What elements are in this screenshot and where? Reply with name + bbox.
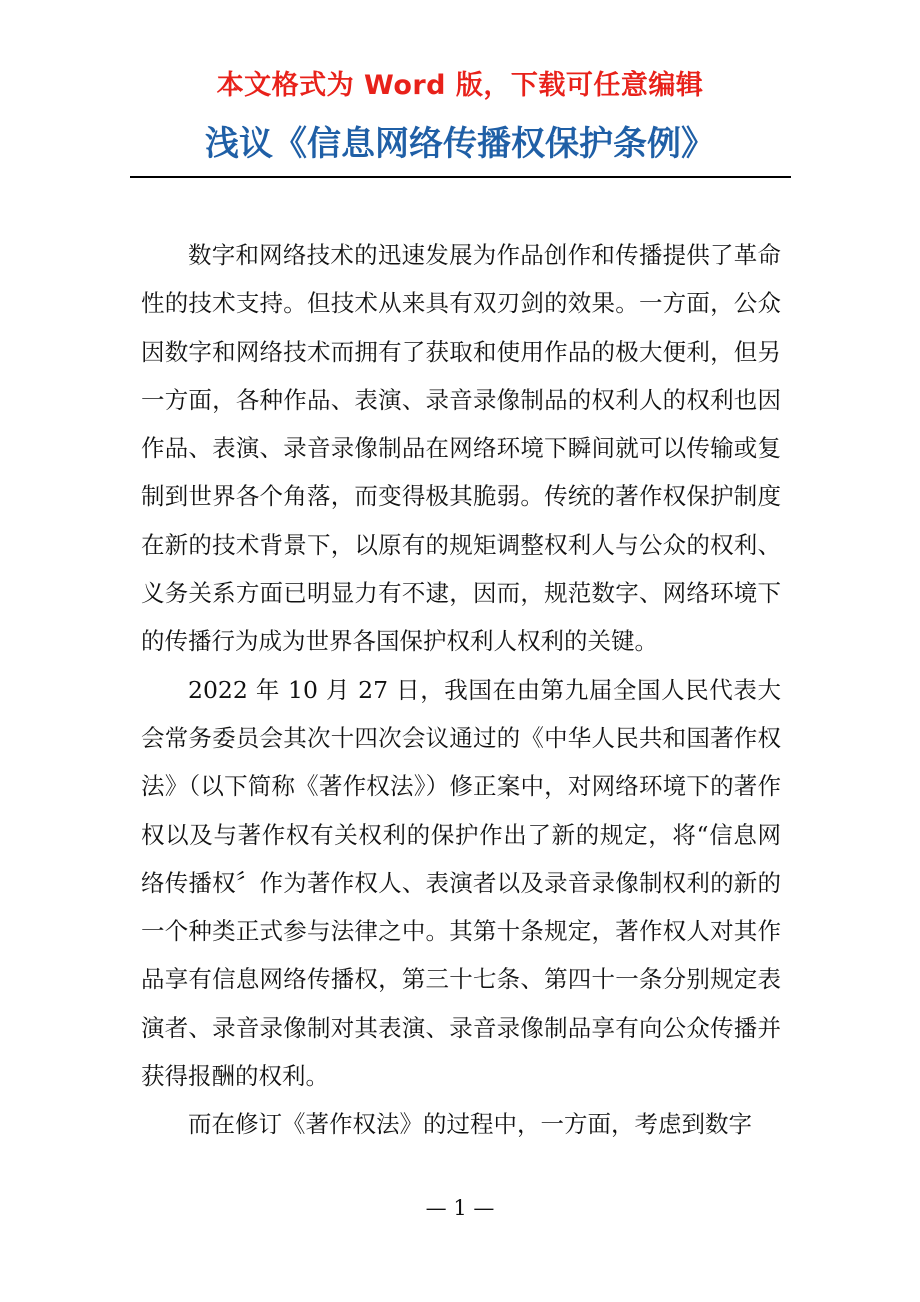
paragraph: 2022 年 10 月 27 日，我国在由第九届全国人民代表大会常务委员会其次十四次会议通过的《中华人民共和国著作权法》（以下简称《著作权法》）修正案中，对网络环境下的著作权以及与著作权有关权利的保护作出了新的规定，将“信息网络传播权〞作为著作权人、表演者以及录音录像制权利的新的一个种类正式参与法律之中。其第十条规定，著作权人对其作品享有信息网络传播权，第三十七条、第四十一条分别规定表演者、录音录像制对其表演、录音录像制品享有向公众传播并获得报酬的权利。 (141, 675, 781, 1091)
download-notice: 本文格式为 Word 版，下载可任意编辑 (216, 70, 704, 101)
paragraph: 数字和网络技术的迅速发展为作品创作和传播提供了革命性的技术支持。但技术从来具有双刃剑的效果。一方面，公众因数字和网络技术而拥有了获取和使用作品的极大便利，但另一方面，各种作品、表演、录音录像制品的权利人的权利也因作品、表演、录音录像制品在网络环境下瞬间就可以传输或复制到世界各个角落，而变得极其脆弱。传统的著作权保护制度在新的技术背景下，以原有的规矩调整权利人与公众的权利、义务关系方面已明显力有不逮，因而，规范数字、网络环境下的传播行为成为世界各国保护权利人权利的关键。 (141, 241, 781, 656)
document-title: 浅议《信息网络传播权保护条例》 (205, 124, 715, 164)
paragraph: 而在修订《著作权法》的过程中，一方面，考虑到数字 (188, 1110, 752, 1139)
page-number: — 1 — (425, 1196, 495, 1220)
document-body (141, 231, 781, 1149)
title-divider (130, 176, 791, 178)
